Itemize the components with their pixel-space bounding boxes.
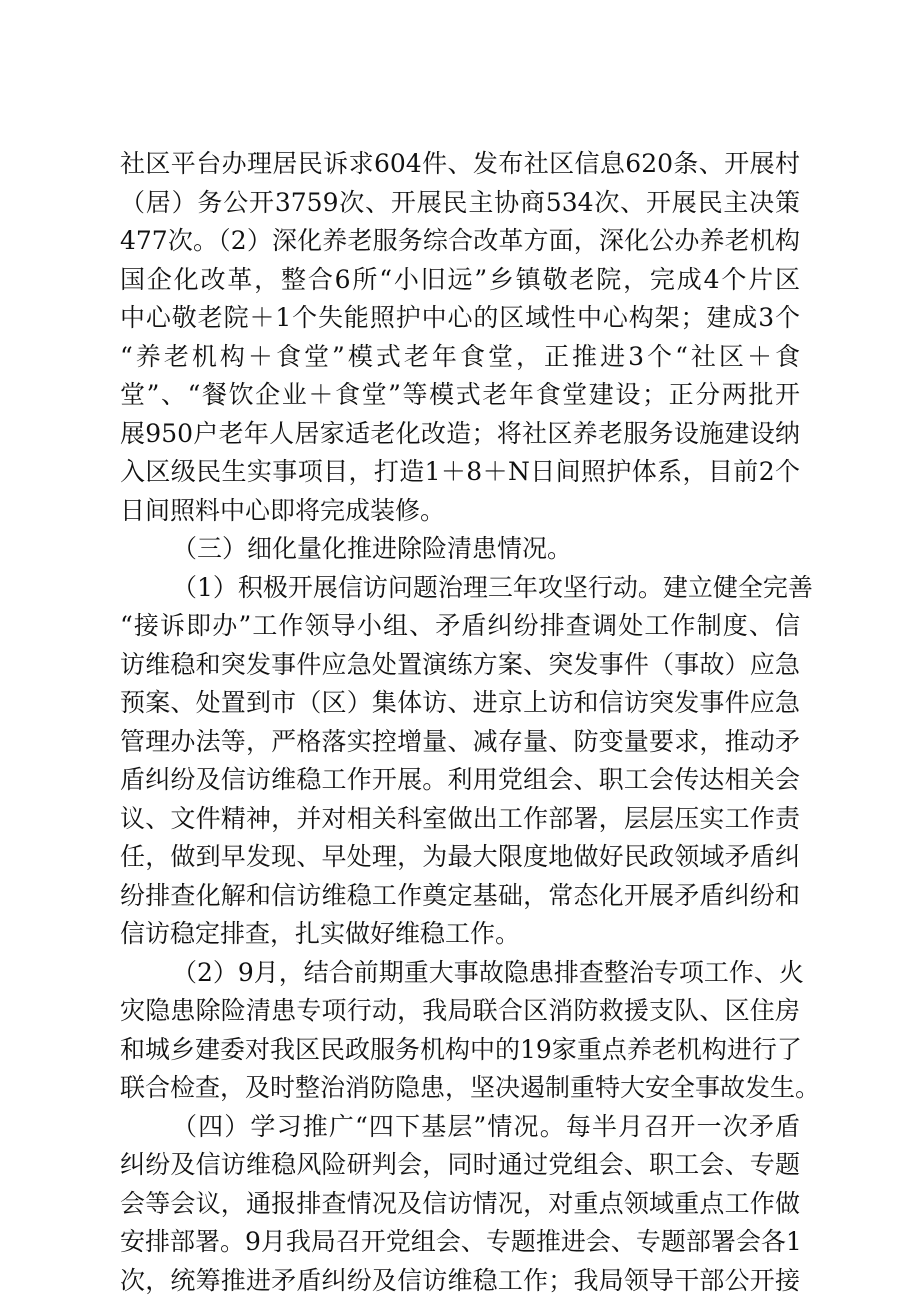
- text-line: 信访稳定排查，扎实做好维稳工作。: [120, 915, 800, 954]
- text-line: 联合检查，及时整治消防隐患，坚决遏制重特大安全事故发生。: [120, 1069, 800, 1108]
- text-line: （四）学习推广“四下基层”情况。每半月召开一次矛盾: [120, 1108, 800, 1147]
- text-line: 会等会议，通报排查情况及信访情况，对重点领域重点工作做: [120, 1185, 800, 1224]
- text-line: 展950户老年人居家适老化改造；将社区养老服务设施建设纳: [120, 415, 800, 454]
- text-line: 次，统筹推进矛盾纠纷及信访维稳工作；我局领导干部公开接: [120, 1262, 800, 1300]
- text-line: 灾隐患除险清患专项行动，我局联合区消防救援支队、区住房: [120, 992, 800, 1031]
- text-line: （居）务公开3759次、开展民主协商534次、开展民主决策: [120, 184, 800, 223]
- text-line: 管理办法等，严格落实控增量、减存量、防变量要求，推动矛: [120, 723, 800, 762]
- text-line: 任，做到早发现、早处理，为最大限度地做好民政领域矛盾纠: [120, 838, 800, 877]
- text-line: 社区平台办理居民诉求604件、发布社区信息620条、开展村: [120, 145, 800, 184]
- text-line: 堂”、“餐饮企业＋食堂”等模式老年食堂建设；正分两批开: [120, 376, 800, 415]
- text-line: 日间照料中心即将完成装修。: [120, 492, 800, 531]
- text-line: 纠纷及信访维稳风险研判会，同时通过党组会、职工会、专题: [120, 1146, 800, 1185]
- text-line: 和城乡建委对我区民政服务机构中的19家重点养老机构进行了: [120, 1031, 800, 1070]
- text-line: “养老机构＋食堂”模式老年食堂，正推进3个“社区＋食: [120, 338, 800, 377]
- text-line: 访维稳和突发事件应急处置演练方案、突发事件（事故）应急: [120, 646, 800, 685]
- text-line: 安排部署。9月我局召开党组会、专题推进会、专题部署会各1: [120, 1223, 800, 1262]
- text-line: 议、文件精神，并对相关科室做出工作部署，层层压实工作责: [120, 800, 800, 839]
- text-line: 入区级民生实事项目，打造1＋8＋N日间照护体系，目前2个: [120, 453, 800, 492]
- text-line: 中心敬老院＋1个失能照护中心的区域性中心构架；建成3个: [120, 299, 800, 338]
- text-line: 预案、处置到市（区）集体访、进京上访和信访突发事件应急: [120, 684, 800, 723]
- text-line: 纷排查化解和信访维稳工作奠定基础，常态化开展矛盾纠纷和: [120, 877, 800, 916]
- text-line: （1）积极开展信访问题治理三年攻坚行动。建立健全完善: [120, 569, 800, 608]
- document-body: [120, 145, 800, 1300]
- text-line: 国企化改革，整合6所“小旧远”乡镇敬老院，完成4个片区: [120, 261, 800, 300]
- text-line: （2）9月，结合前期重大事故隐患排查整治专项工作、火: [120, 954, 800, 993]
- text-line: “接诉即办”工作领导小组、矛盾纠纷排查调处工作制度、信: [120, 607, 800, 646]
- text-line: （三）细化量化推进除险清患情况。: [120, 530, 800, 569]
- text-line: 盾纠纷及信访维稳工作开展。利用党组会、职工会传达相关会: [120, 761, 800, 800]
- text-line: 477次。（2）深化养老服务综合改革方面，深化公办养老机构: [120, 222, 800, 261]
